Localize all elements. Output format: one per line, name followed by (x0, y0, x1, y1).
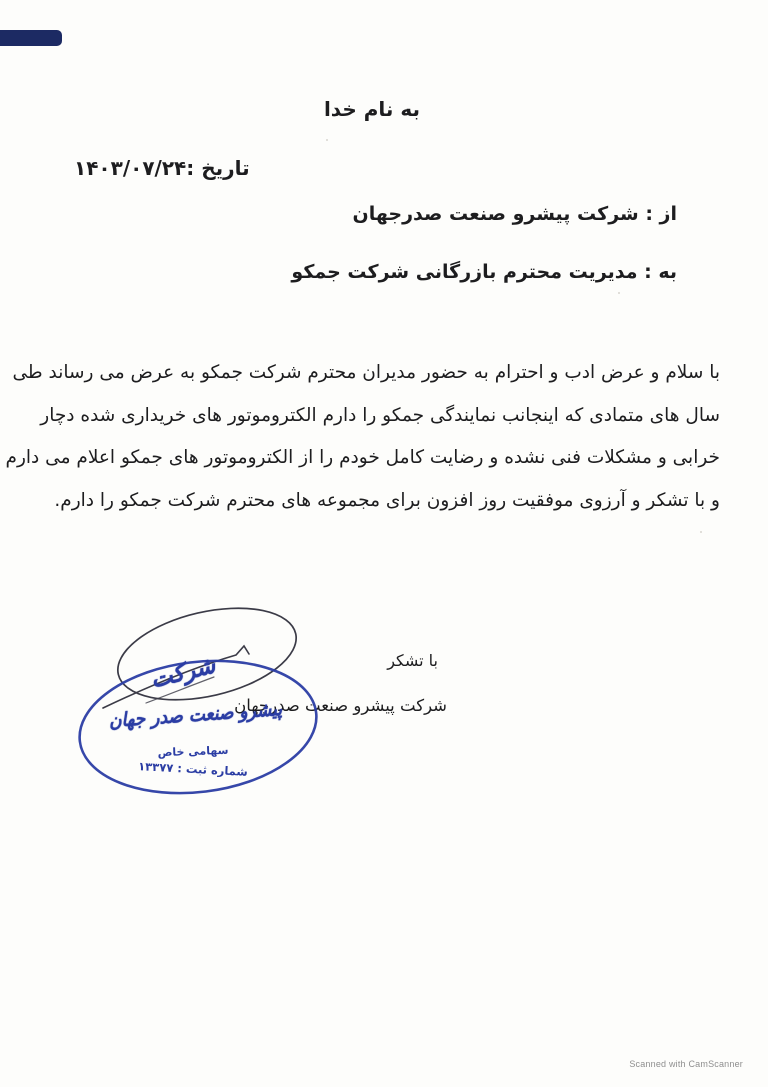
stamp-registration-number: شماره ثبت : ۱۳۳۷۷ (137, 759, 249, 779)
stamp-company-type: سهامی خاص (157, 743, 229, 760)
stamp-top-word: شرکت (148, 652, 218, 694)
closing-company-name: شرکت پیشرو صنعت صدرجهان (234, 696, 447, 715)
closing-thanks: با تشکر (387, 651, 438, 670)
camscanner-credit: Scanned with CamScanner (629, 1059, 743, 1069)
to-line: به : مدیریت محترم بازرگانی شرکت جمکو (291, 261, 677, 283)
stamp-company-name: پیشرو صنعت صدر جهان (108, 697, 283, 733)
body-line: با سلام و عرض ادب و احترام به حضور مدیران محترم شرکت جمکو به عرض می رساند طی (12, 362, 720, 383)
bismillah-heading: به نام خدا (323, 97, 421, 121)
date-line: تاریخ :۱۴۰۳/۰۷/۲۴ (74, 156, 250, 180)
body-line: خرابی و مشکلات فنی نشده و رضایت کامل خودم را از الکتروموتور های جمکو اعلام می دارم (5, 447, 720, 468)
from-line: از : شرکت پیشرو صنعت صدرجهان (352, 203, 677, 225)
body-line: سال های متمادی که اینجانب نمایندگی جمکو را دارم الکتروموتور های خریداری شده دچار (40, 404, 720, 426)
paper-speckle (700, 531, 702, 533)
paper-speckle (618, 292, 620, 294)
paper-speckle (326, 139, 328, 141)
body-line: و با تشکر و آرزوی موفقیت روز افزون برای مجموعه های محترم شرکت جمکو را دارم. (54, 489, 720, 511)
letter-body (5, 352, 720, 522)
scan-artifact-bar (0, 30, 62, 46)
